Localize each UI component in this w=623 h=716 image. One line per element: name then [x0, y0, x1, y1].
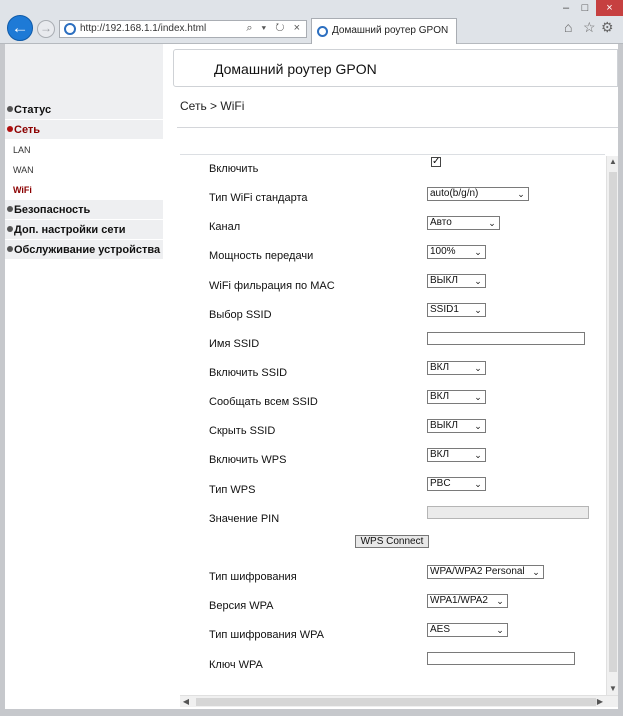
wpa-version-label: Версия WPA: [209, 600, 274, 612]
ssid-name-label: Имя SSID: [209, 338, 260, 350]
enable-ssid-value: ВКЛ: [430, 362, 450, 373]
chevron-down-icon: ⌄: [474, 247, 482, 257]
wps-connect-button[interactable]: WPS Connect: [355, 535, 429, 548]
divider: [177, 127, 618, 128]
new-tab-button[interactable]: [458, 18, 482, 40]
chevron-down-icon: ⌄: [474, 479, 482, 489]
bullet-icon: [7, 126, 13, 132]
chevron-down-icon: ⌄: [488, 218, 496, 228]
hide-ssid-value: ВЫКЛ: [430, 420, 458, 431]
scroll-right-icon[interactable]: ▶: [596, 697, 604, 706]
wifi-standard-select[interactable]: [427, 187, 529, 201]
broadcast-ssid-select[interactable]: [427, 390, 486, 404]
sidebar-header: [5, 44, 163, 100]
tx-power-select[interactable]: [427, 245, 486, 259]
chevron-down-icon: ⌄: [474, 421, 482, 431]
wpa-key-input[interactable]: [427, 652, 575, 665]
chevron-down-icon: ⌄: [496, 625, 504, 635]
sidebar-item-network[interactable]: [5, 120, 163, 140]
encryption-value: WPA/WPA2 Personal: [430, 566, 525, 577]
sidebar-item-label: Статус: [14, 104, 52, 116]
sidebar-subitem-wifi[interactable]: WiFi: [5, 180, 163, 200]
bullet-icon: [7, 206, 13, 212]
broadcast-ssid-value: ВКЛ: [430, 391, 450, 402]
sidebar-item-status[interactable]: [5, 100, 163, 120]
enable-label: Включить: [209, 163, 259, 175]
enable-wps-select[interactable]: [427, 448, 486, 462]
hide-ssid-select[interactable]: [427, 419, 486, 433]
wps-type-label: Тип WPS: [209, 484, 256, 496]
channel-select[interactable]: [427, 216, 500, 230]
encryption-select[interactable]: [427, 565, 544, 579]
address-bar[interactable]: [59, 20, 307, 38]
sidebar-item-label: Доп. настройки сети: [14, 224, 126, 236]
favorites-star-icon[interactable]: ☆: [583, 19, 596, 35]
wpa-version-select[interactable]: [427, 594, 508, 608]
minimize-icon[interactable]: –: [562, 2, 570, 14]
back-arrow-icon[interactable]: ←: [7, 15, 33, 41]
hide-ssid-label: Скрыть SSID: [209, 425, 276, 437]
sidebar-item-advanced-network[interactable]: [5, 220, 163, 240]
chevron-down-icon: ⌄: [532, 567, 540, 577]
enable-ssid-label: Включить SSID: [209, 367, 288, 379]
horizontal-scrollbar[interactable]: [180, 695, 618, 707]
page-viewport: [5, 44, 618, 709]
bullet-icon: [7, 246, 13, 252]
address-bar-buttons[interactable]: ⌕ ▾ ↻ ×: [246, 22, 303, 34]
chevron-down-icon: ⌄: [474, 305, 482, 315]
ie-favicon-icon: [64, 23, 76, 35]
sidebar-item-label: Сеть: [14, 124, 41, 136]
wpa-cipher-select[interactable]: [427, 623, 508, 637]
page-title: Домашний роутер GPON: [214, 61, 377, 77]
ssid-select[interactable]: [427, 303, 486, 317]
enable-ssid-select[interactable]: [427, 361, 486, 375]
chevron-down-icon: ⌄: [474, 363, 482, 373]
wpa-version-value: WPA1/WPA2: [430, 595, 488, 606]
chevron-down-icon: ⌄: [496, 596, 504, 606]
wps-type-value: PBC: [430, 478, 451, 489]
wifi-standard-value: auto(b/g/n): [430, 188, 479, 199]
sidebar-item-security[interactable]: [5, 200, 163, 220]
vertical-scrollbar[interactable]: [606, 156, 618, 695]
chevron-down-icon: ⌄: [517, 189, 525, 199]
forward-arrow-icon[interactable]: →: [37, 20, 55, 38]
page-header: [173, 49, 618, 87]
pin-value-label: Значение PIN: [209, 513, 280, 525]
chevron-down-icon: ⌄: [474, 450, 482, 460]
scrollbar-thumb[interactable]: [196, 698, 596, 706]
tx-power-label: Мощность передачи: [209, 250, 314, 262]
mac-filter-label: WiFi фильрация по MAC: [209, 280, 335, 292]
enable-wps-value: ВКЛ: [430, 449, 450, 460]
browser-toolbar: [0, 0, 623, 44]
mac-filter-select[interactable]: [427, 274, 486, 288]
sidebar-subitem-wan[interactable]: WAN: [5, 160, 163, 180]
enable-checkbox[interactable]: ✓: [432, 156, 441, 167]
wifi-standard-label: Тип WiFi стандарта: [209, 192, 308, 204]
sidebar-subitem-lan[interactable]: LAN: [5, 140, 163, 160]
tab-title: Домашний роутер GPON: [332, 25, 449, 36]
bullet-icon: [7, 226, 13, 232]
address-url[interactable]: http://192.168.1.1/index.html: [80, 23, 207, 34]
browser-tab[interactable]: [311, 18, 457, 44]
home-icon[interactable]: ⌂: [564, 19, 573, 35]
tab-favicon-icon: [317, 26, 328, 37]
broadcast-ssid-label: Сообщать всем SSID: [209, 396, 318, 408]
encryption-label: Тип шифрования: [209, 571, 297, 583]
sidebar-item-label: Обслуживание устройства: [14, 244, 161, 256]
mac-filter-value: ВЫКЛ: [430, 275, 458, 286]
sidebar: [5, 44, 163, 709]
channel-label: Канал: [209, 221, 241, 233]
chevron-down-icon: ⌄: [474, 276, 482, 286]
close-icon[interactable]: ×: [596, 0, 623, 16]
ssid-select-label: Выбор SSID: [209, 309, 272, 321]
scroll-up-icon[interactable]: ▲: [609, 157, 617, 166]
wps-type-select[interactable]: [427, 477, 486, 491]
enable-wps-label: Включить WPS: [209, 454, 287, 466]
scroll-left-icon[interactable]: ◀: [182, 697, 190, 706]
pin-value-input[interactable]: [427, 506, 589, 519]
maximize-icon[interactable]: □: [581, 2, 589, 14]
bullet-icon: [7, 106, 13, 112]
channel-value: Авто: [430, 217, 452, 228]
wpa-cipher-value: AES: [430, 624, 451, 635]
sidebar-item-maintenance[interactable]: [5, 240, 163, 260]
wpa-cipher-label: Тип шифрования WPA: [209, 629, 324, 641]
ssid-name-input[interactable]: [427, 332, 585, 345]
gear-icon[interactable]: ⚙: [601, 19, 614, 35]
divider: [180, 154, 605, 155]
scrollbar-thumb[interactable]: [609, 172, 617, 672]
scroll-down-icon[interactable]: ▼: [609, 684, 617, 693]
wpa-key-label: Ключ WPA: [209, 659, 263, 671]
ssid-select-value: SSID1: [430, 304, 459, 315]
chevron-down-icon: ⌄: [474, 392, 482, 402]
breadcrumb: Сеть > WiFi: [180, 99, 245, 113]
tx-power-value: 100%: [430, 246, 456, 257]
sidebar-item-label: Безопасность: [14, 204, 91, 216]
